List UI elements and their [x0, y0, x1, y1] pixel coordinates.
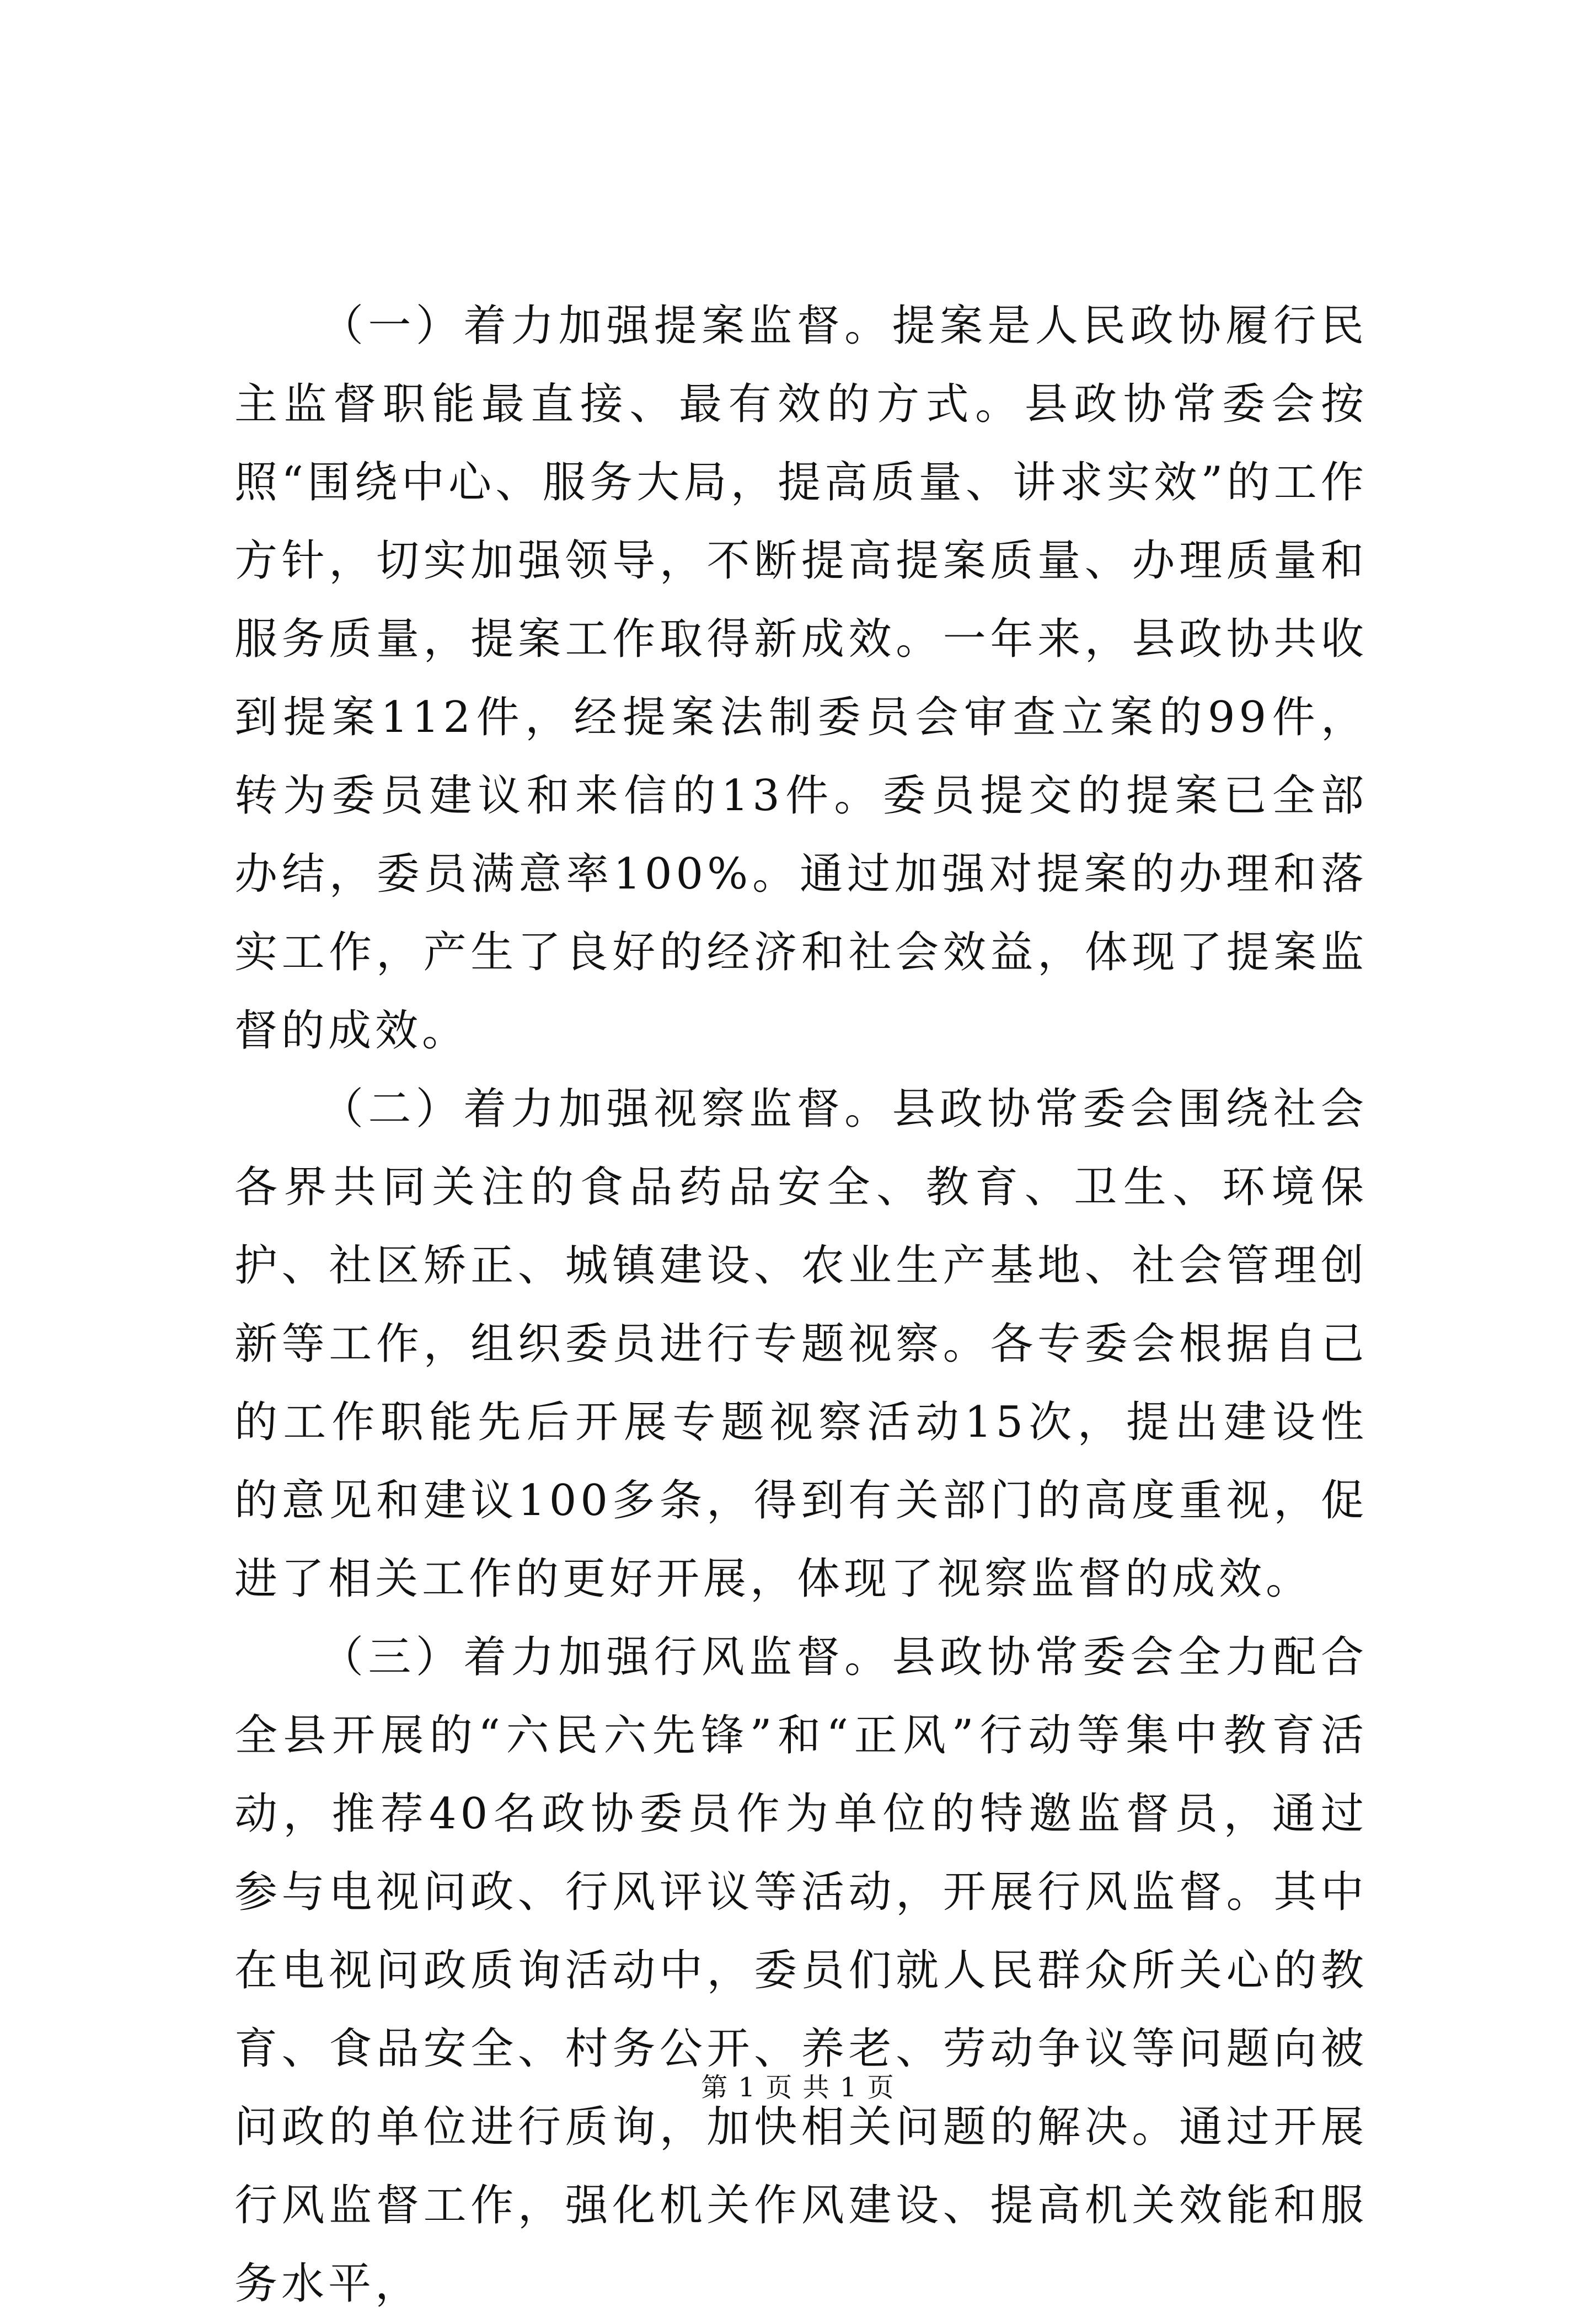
paragraph-inspection-supervision: （二）着力加强视察监督。县政协常委会围绕社会各界共同关注的食品药品安全、教育、卫生、环境保护、社区矫正、城镇建设、农业生产基地、社会管理创新等工作，组织委员进行专题视察。各专委会根据自己的工作职能先后开展专题视察活动15次，提出建设性的意见和建议100多条，得到有关部门的高度重视，促进了相关工作的更好开展，体现了视察监督的成效。 [234, 1084, 1368, 1604]
paragraph-proposal-supervision: （一）着力加强提案监督。提案是人民政协履行民主监督职能最直接、最有效的方式。县政协常委会按照“围绕中心、服务大局，提高质量、讲求实效”的工作方针，切实加强领导，不断提高提案质量、办理质量和服务质量，提案工作取得新成效。一年来，县政协共收到提案112件，经提案法制委员会审查立案的99件，转为委员建议和来信的13件。委员提交的提案已全部办结，委员满意率100%。通过加强对提案的办理和落实工作，产生了良好的经济和社会效益，体现了提案监督的成效。 [234, 301, 1368, 1056]
paragraph-conduct-supervision: （三）着力加强行风监督。县政协常委会全力配合全县开展的“六民六先锋”和“正风”行动等集中教育活动，推荐40名政协委员作为单位的特邀监督员，通过参与电视问政、行风评议等活动，开展行风监督。其中在电视问政质询活动中，委员们就人民群众所关心的教育、食品安全、村务公开、养老、劳动争议等问题向被问政的单位进行质询，加快相关问题的解决。通过开展行风监督工作，强化机关作风建设、提高机关效能和服务水平， [234, 1632, 1368, 2309]
document-body [234, 287, 1368, 2323]
page-footer: 第 1 页 共 1 页 [701, 2072, 895, 2103]
